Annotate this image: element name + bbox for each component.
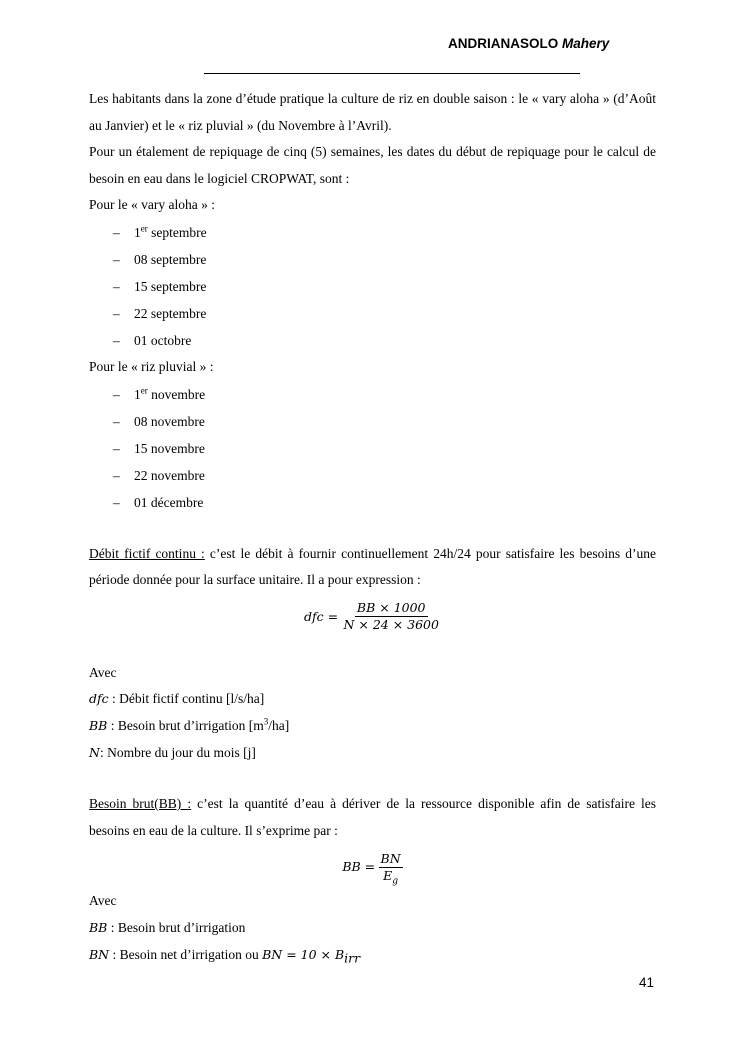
list-dash: – <box>113 386 120 402</box>
list-item <box>89 300 656 327</box>
list-item <box>89 273 656 300</box>
ordinal-suffix: er <box>140 385 148 396</box>
list-item-text: 08 novembre <box>134 413 205 429</box>
spacer <box>89 766 656 791</box>
page-number: 41 <box>639 975 655 990</box>
definition-text: : Besoin net d’irrigation ou <box>109 946 263 962</box>
list-item <box>89 462 656 489</box>
dfc-fraction <box>341 600 441 633</box>
dfc-formula-left: dfc = <box>304 608 339 624</box>
list-item-text: 15 septembre <box>134 278 207 294</box>
riz-pluvial-dates <box>89 381 656 516</box>
list-item <box>89 219 656 246</box>
definition-text: : Nombre du jour du mois [j] <box>99 744 256 760</box>
dfc-text: c’est le débit à fournir continuellement 24h/24 pour satisfaire les besoins d’une période donnée pour la surface unitaire. Il a pour expression : <box>89 545 656 588</box>
math-symbol: BB <box>89 919 108 935</box>
math-symbol: BN <box>89 946 110 962</box>
bn-equation-subscript: irr <box>344 950 361 966</box>
list-dash: – <box>113 278 120 294</box>
math-symbol: N <box>89 744 100 760</box>
list-item <box>89 435 656 462</box>
author-lastname: ANDRIANASOLO <box>448 36 559 51</box>
list-item-text: 1 <box>134 224 141 240</box>
dfc-def-n <box>89 740 656 767</box>
bb-numerator: BN <box>380 850 401 866</box>
dfc-avec: Avec <box>89 664 117 680</box>
bb-formula <box>89 844 656 888</box>
list-item <box>89 489 656 516</box>
vary-aloha-intro: Pour le « vary aloha » : <box>89 197 215 213</box>
list-item-text: septembre <box>147 224 207 240</box>
bn-equation: BN = 10 × B <box>262 946 345 962</box>
paragraph-cropwat: Pour un étalement de repiquage de cinq (5) semaines, les dates du début de repiquage pour le calcul de besoin en eau dans le logiciel CROPWAT, sont : <box>89 144 656 186</box>
list-item <box>89 381 656 408</box>
denominator-subscript: g <box>392 876 399 887</box>
page-content <box>89 86 656 968</box>
dfc-denominator: N × 24 × 3600 <box>343 617 439 633</box>
bb-fraction <box>379 850 403 887</box>
definition-text: : Débit fictif continu [l/s/ha] <box>108 691 265 707</box>
list-item <box>89 408 656 435</box>
definition-text: : Besoin brut d’irrigation <box>107 919 246 935</box>
list-dash: – <box>113 332 120 348</box>
list-item-text: 01 décembre <box>134 494 204 510</box>
list-item-text: 01 octobre <box>134 332 192 348</box>
header-author <box>448 36 609 51</box>
math-symbol: BB <box>89 717 108 733</box>
list-dash: – <box>113 224 120 240</box>
list-item-text: 1 <box>134 386 141 402</box>
bb-avec: Avec <box>89 893 117 909</box>
list-dash: – <box>113 467 120 483</box>
bb-text: c’est la quantité d’eau à dériver de la ressource disponible afin de satisfaire les besoins en eau de la culture. Il s’exprime par : <box>89 796 657 838</box>
author-firstname: Mahery <box>562 36 610 51</box>
denominator-base: E <box>383 867 393 883</box>
list-item <box>89 327 656 354</box>
dfc-def-dfc <box>89 686 656 713</box>
unit-exponent: 3 <box>263 716 269 727</box>
spacer <box>89 516 656 541</box>
definition-text: : Besoin brut d’irrigation [m <box>107 717 264 733</box>
riz-pluvial-intro: Pour le « riz pluvial » : <box>89 358 214 374</box>
dfc-term: Débit fictif continu : <box>89 545 205 561</box>
list-dash: – <box>113 251 120 267</box>
definition-text: /ha] <box>268 717 290 733</box>
list-dash: – <box>113 305 120 321</box>
dfc-formula <box>89 594 656 638</box>
bb-formula-left: BB = <box>342 859 376 875</box>
list-item-text: 22 septembre <box>134 305 207 321</box>
spacer <box>89 638 656 660</box>
list-item <box>89 246 656 273</box>
dfc-def-bb <box>89 713 656 740</box>
header-rule <box>204 73 580 74</box>
vary-aloha-dates <box>89 219 656 354</box>
list-item-text: 08 septembre <box>134 251 207 267</box>
list-dash: – <box>113 440 120 456</box>
ordinal-suffix: er <box>140 223 148 234</box>
dfc-numerator: BB × 1000 <box>356 600 426 616</box>
dfc-definition <box>89 541 656 594</box>
list-dash: – <box>113 494 120 510</box>
list-item-text: 22 novembre <box>134 467 205 483</box>
math-symbol: dfc <box>89 691 109 707</box>
paragraph-intro: Les habitants dans la zone d’étude pratique la culture de riz en double saison : le « vary aloha » (d’Août au Janvier) et le « riz pluvial » (du Novembre à l’Avril). <box>89 91 656 133</box>
bb-term: Besoin brut(BB) : <box>89 796 192 812</box>
list-dash: – <box>113 413 120 429</box>
list-item-text: novembre <box>147 386 206 402</box>
list-item-text: 15 novembre <box>134 440 205 456</box>
bb-def-bn <box>89 942 656 969</box>
bb-definition <box>89 791 656 844</box>
bb-denominator <box>381 867 400 887</box>
bb-def-bb <box>89 915 656 942</box>
